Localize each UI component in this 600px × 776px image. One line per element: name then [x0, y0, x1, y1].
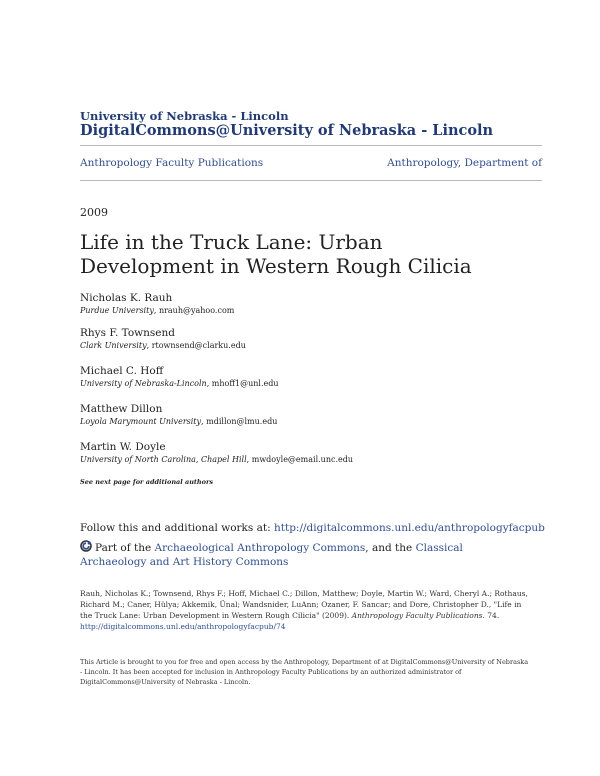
header-divider-top [80, 145, 542, 146]
part-of-line [80, 540, 520, 569]
repository-name[interactable]: DigitalCommons@University of Nebraska - Lincoln [80, 122, 494, 139]
author-institution: Purdue University [80, 306, 154, 315]
author-institution: Loyola Marymount University [80, 417, 202, 426]
see-next-note: See next page for additional authors [80, 478, 214, 486]
citation-journal: Anthropology Faculty Publications [351, 611, 483, 620]
department-link[interactable]: Anthropology, Department of [387, 157, 542, 169]
classical-archaeology-commons-link[interactable]: Classical Archaeology and Art History Commons [80, 542, 463, 568]
citation-number: . 74. [482, 611, 500, 620]
author-name: Martin W. Doyle [80, 441, 166, 453]
author-name: Michael C. Hoff [80, 365, 164, 377]
author-affiliation: University of North Carolina, Chapel Hill, mwdoyle@email.unc.edu [80, 455, 354, 464]
author-affiliation: University of Nebraska-Lincoln, mhoff1@unl.edu [80, 379, 279, 388]
part-of-middle: , and the [365, 542, 413, 554]
follow-line [80, 522, 545, 534]
citation-url-link[interactable]: http://digitalcommons.unl.edu/anthropologyfacpub/74 [80, 622, 286, 631]
follow-text: Follow this and additional works at: [80, 522, 271, 534]
author-affiliation: Clark University, rtownsend@clarku.edu [80, 341, 246, 350]
header-divider-bottom [80, 180, 542, 181]
article-title: Life in the Truck Lane: Urban Development in Western Rough Cilicia [80, 230, 472, 278]
series-link[interactable]: Anthropology Faculty Publications [80, 157, 264, 169]
author-institution: Clark University [80, 341, 147, 350]
author-email: mhoff1@unl.edu [211, 379, 279, 388]
archaeological-anthropology-commons-link[interactable]: Archaeological Anthropology Commons [154, 542, 366, 554]
institution-name[interactable]: University of Nebraska - Lincoln [80, 109, 289, 123]
author-affiliation: Purdue University, nrauh@yahoo.com [80, 306, 235, 315]
recommended-citation [80, 588, 530, 632]
author-institution: University of Nebraska-Lincoln [80, 379, 207, 388]
citation-text: Rauh, Nicholas K.; Townsend, Rhys F.; Hoff, Michael C.; Dillon, Matthew; Doyle, Martin W.; Ward, Cheryl A.; Rothaus, Richard M.; Caner, Hülya; Akkemik, Ünal; Wandsnider, LuAnn; Ozaner, F. Sancar; and Dore, Christopher D., "Life in the Truck Lane: Urban Development in Western Rough Cilicia" (2009). [80, 589, 528, 620]
author-institution: University of North Carolina, Chapel Hill [80, 455, 247, 464]
author-email: nrauh@yahoo.com [158, 306, 235, 315]
author-email: mdillon@lmu.edu [206, 417, 278, 426]
author-affiliation: Loyola Marymount University, mdillon@lmu.edu [80, 417, 278, 426]
author-email: mwdoyle@email.unc.edu [251, 455, 354, 464]
commons-network-icon [80, 540, 92, 552]
author-name: Matthew Dillon [80, 403, 163, 415]
publication-year: 2009 [80, 206, 108, 219]
author-email: rtownsend@clarku.edu [151, 341, 246, 350]
author-name: Nicholas K. Rauh [80, 292, 173, 304]
collection-url-link[interactable]: http://digitalcommons.unl.edu/anthropologyfacpub [274, 522, 545, 534]
part-of-prefix: Part of the [95, 542, 152, 554]
author-name: Rhys F. Townsend [80, 327, 175, 339]
access-notice: This Article is brought to you for free and open access by the Anthropology, Department of at DigitalCommons@University of Nebraska - Lincoln. It has been accepted for inclusion in Anthropology Faculty Publications by an authorized administrator of DigitalCommons@University of Nebraska - Lincoln. [80, 658, 529, 686]
